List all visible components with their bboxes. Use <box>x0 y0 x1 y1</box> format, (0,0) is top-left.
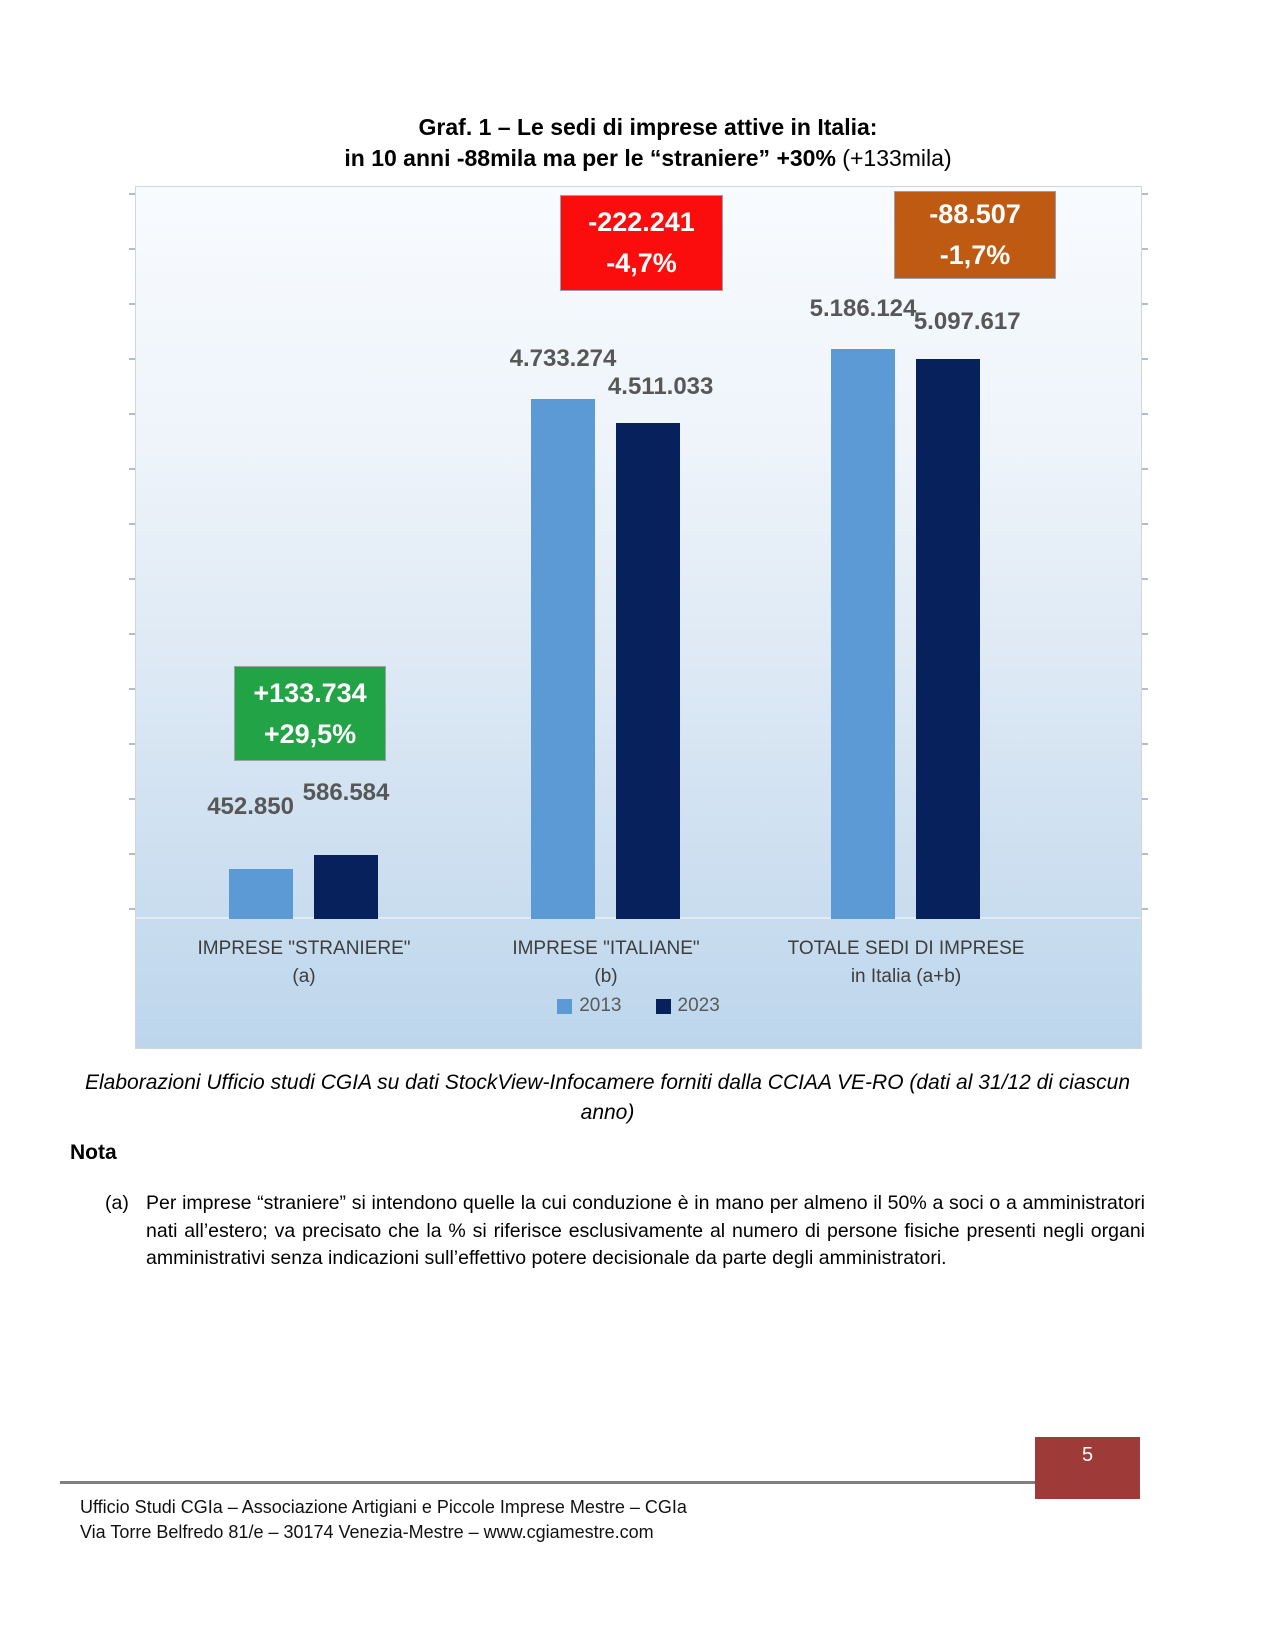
chart-source-caption: Elaborazioni Ufficio studi CGIA su dati StockView-Infocamere forniti dalla CCIAA VE-RO (dati al 31/12 di ciascun anno) <box>84 1071 1131 1124</box>
change-badge-0 <box>234 666 386 761</box>
change-badge-2 <box>894 191 1056 279</box>
legend-label-2023: 2023 <box>677 995 720 1016</box>
bar-2023-group-0 <box>302 779 390 919</box>
bar-2013-group-0 <box>207 793 294 919</box>
chart-title-line2-normal: (+133mila) <box>835 145 952 171</box>
category-label-2-line1: TOTALE SEDI DI IMPRESE <box>787 938 1025 959</box>
legend-label-2013: 2013 <box>579 995 622 1016</box>
change-badge-0-value: +133.734 <box>253 677 367 708</box>
footnote-a <box>105 1190 1145 1273</box>
category-label-1 <box>436 935 776 991</box>
change-badge-0-percent: +29,5% <box>263 718 357 749</box>
footer-divider <box>60 1481 1140 1484</box>
chart-title-line2-bold: in 10 anni -88mila ma per le “straniere” +30% <box>344 145 836 171</box>
legend-swatch-2023 <box>656 999 671 1014</box>
bar-group-2 <box>787 295 1025 987</box>
footnote-marker: (a) <box>105 1192 129 1214</box>
bar-value-2023-group-0: 586.584 <box>302 779 390 806</box>
page-number-badge <box>1035 1437 1140 1499</box>
category-label-2-line2: in Italia (a+b) <box>850 966 962 987</box>
bar-2013-group-1 <box>509 345 617 919</box>
axis-ticks-right <box>1142 193 1148 920</box>
bar-value-2023-group-2: 5.097.617 <box>913 308 1021 335</box>
axis-ticks-left <box>129 193 135 920</box>
bar-chart <box>135 186 1142 1049</box>
category-label-0 <box>134 935 474 991</box>
bar-group-1 <box>509 345 714 987</box>
bar-group-0 <box>197 779 411 987</box>
category-label-2 <box>736 935 1076 991</box>
legend-item-2023 <box>656 995 720 1017</box>
note-heading: Nota <box>70 1141 117 1164</box>
footer <box>80 1495 687 1545</box>
bar-2023-group-2 <box>913 308 1021 919</box>
footnote-text: Per imprese “straniere” si intendono quelle la cui conduzione è in mano per almeno il 50% a soci o a amministratori nati all’estero; va precisato che la % si riferisce esclusivamente al numero di persone fisiche presenti negli organi amministrativi senza indicazioni sull’effettivo potere decisionale da parte degli amministratori. <box>146 1192 1145 1269</box>
change-badge-2-percent: -1,7% <box>939 240 1011 270</box>
chart-title-line1 <box>88 112 1208 143</box>
category-label-1-line1: IMPRESE "ITALIANE" <box>512 938 700 959</box>
bar-value-2013-group-1: 4.733.274 <box>509 345 617 372</box>
bar-value-2013-group-0: 452.850 <box>207 793 294 820</box>
bar-2013-group-2 <box>809 295 917 919</box>
change-badge-2-value: -88.507 <box>929 199 1021 229</box>
chart-legend <box>136 995 1141 1017</box>
bar-value-2023-group-1: 4.511.033 <box>607 373 714 400</box>
category-label-0-line1: IMPRESE "STRANIERE" <box>197 938 411 959</box>
chart-title-line1-text: Graf. 1 – Le sedi di imprese attive in Italia: <box>418 114 878 140</box>
legend-swatch-2013 <box>557 999 572 1014</box>
chart-title <box>88 112 1208 174</box>
chart-title-line2 <box>88 143 1208 174</box>
bar-2023-group-1 <box>607 373 714 919</box>
footer-line2: Via Torre Belfredo 81/e – 30174 Venezia-Mestre – www.cgiamestre.com <box>80 1522 654 1542</box>
bar-value-2013-group-2: 5.186.124 <box>809 295 917 322</box>
legend-item-2013 <box>557 995 621 1017</box>
category-label-1-line2: (b) <box>594 966 618 987</box>
change-badge-1 <box>560 195 723 291</box>
change-badge-1-percent: -4,7% <box>606 248 677 278</box>
category-label-0-line2: (a) <box>292 966 316 987</box>
footer-line1: Ufficio Studi CGIa – Associazione Artigiani e Piccole Imprese Mestre – CGIa <box>80 1497 687 1517</box>
change-badge-1-value: -222.241 <box>588 207 695 237</box>
page-number: 5 <box>1081 1444 1094 1466</box>
